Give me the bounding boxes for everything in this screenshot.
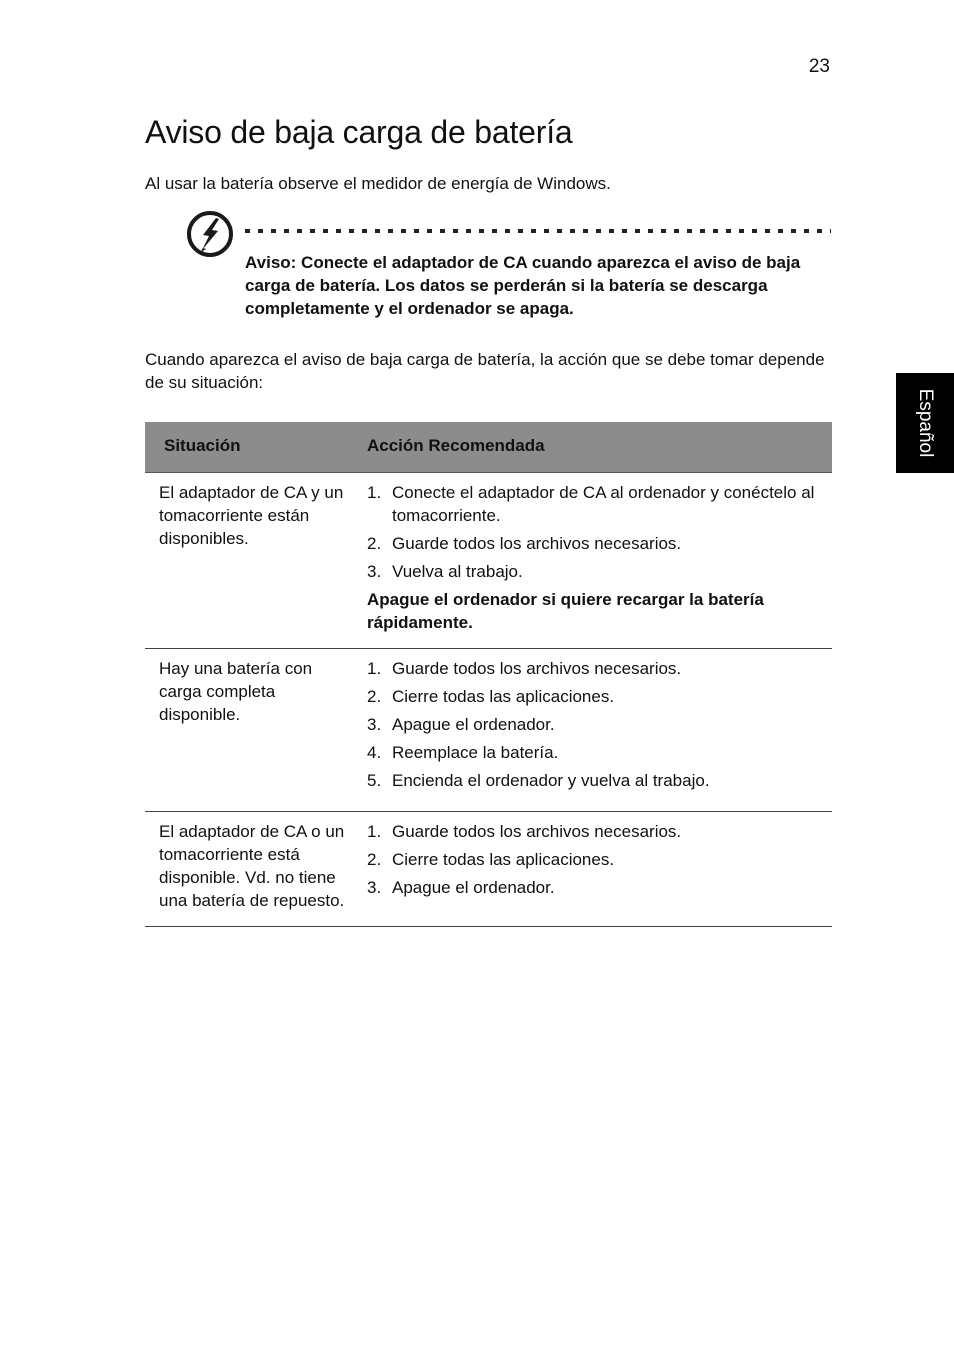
step-number: 1. — [367, 822, 382, 841]
intro-paragraph: Al usar la batería observe el medidor de energía de Windows. — [145, 174, 611, 193]
page-number: 23 — [808, 56, 830, 77]
action-cell — [353, 812, 832, 927]
language-tab-label: Español — [915, 388, 936, 458]
step-text: Cierre todas las aplicaciones. — [392, 687, 615, 706]
step-number: 2. — [367, 534, 382, 553]
step-number: 4. — [367, 743, 382, 762]
step-number: 2. — [367, 687, 382, 706]
list-item — [367, 713, 826, 736]
page-title: Aviso de baja carga de batería — [145, 114, 573, 150]
action-note: Apague el ordenador si quiere recargar la batería rápidamente. — [367, 590, 764, 632]
step-list — [367, 481, 826, 583]
step-number: 3. — [367, 715, 382, 734]
step-text: Cierre todas las aplicaciones. — [392, 850, 615, 869]
step-text: Reemplace la batería. — [392, 743, 559, 762]
step-text: Apague el ordenador. — [392, 878, 555, 897]
list-item — [367, 848, 826, 871]
lightning-warning-icon — [186, 210, 234, 258]
situation-cell: El adaptador de CA y un tomacorriente están disponibles. — [145, 473, 353, 649]
table-row — [145, 812, 832, 927]
header-action: Acción Recomendada — [353, 422, 832, 473]
step-text: Encienda el ordenador y vuelva al trabajo. — [392, 771, 710, 790]
list-item — [367, 769, 826, 792]
step-list — [367, 657, 826, 792]
step-list — [367, 820, 826, 899]
step-text: Apague el ordenador. — [392, 715, 555, 734]
list-item — [367, 481, 826, 527]
list-item — [367, 741, 826, 764]
step-text: Guarde todos los archivos necesarios. — [392, 534, 682, 553]
step-number: 3. — [367, 562, 382, 581]
header-situation: Situación — [145, 422, 353, 473]
situation-cell: Hay una batería con carga completa disponible. — [145, 649, 353, 812]
step-text: Guarde todos los archivos necesarios. — [392, 659, 682, 678]
list-item — [367, 685, 826, 708]
step-number: 2. — [367, 850, 382, 869]
action-cell — [353, 649, 832, 812]
list-item — [367, 560, 826, 583]
list-item — [367, 532, 826, 555]
warning-divider — [245, 229, 831, 233]
step-number: 1. — [367, 483, 382, 502]
action-cell — [353, 473, 832, 649]
table-row — [145, 473, 832, 649]
step-text: Conecte el adaptador de CA al ordenador y conéctelo al tomacorriente. — [392, 483, 815, 525]
list-item — [367, 657, 826, 680]
step-number: 5. — [367, 771, 382, 790]
context-paragraph: Cuando aparezca el aviso de baja carga de batería, la acción que se debe tomar depende de su situación: — [145, 350, 825, 392]
action-table — [145, 422, 832, 927]
step-number: 3. — [367, 878, 382, 897]
language-tab — [896, 373, 954, 473]
step-number: 1. — [367, 659, 382, 678]
list-item — [367, 820, 826, 843]
situation-cell: El adaptador de CA o un tomacorriente está disponible. Vd. no tiene una batería de repuesto. — [145, 812, 353, 927]
warning-text: Aviso: Conecte el adaptador de CA cuando aparezca el aviso de baja carga de batería. Los datos se perderán si la batería se descarga completamente y el ordenador se apaga. — [245, 253, 801, 318]
table-header-row — [145, 422, 832, 473]
step-text: Guarde todos los archivos necesarios. — [392, 822, 682, 841]
table-row — [145, 649, 832, 812]
step-text: Vuelva al trabajo. — [392, 562, 523, 581]
list-item — [367, 876, 826, 899]
